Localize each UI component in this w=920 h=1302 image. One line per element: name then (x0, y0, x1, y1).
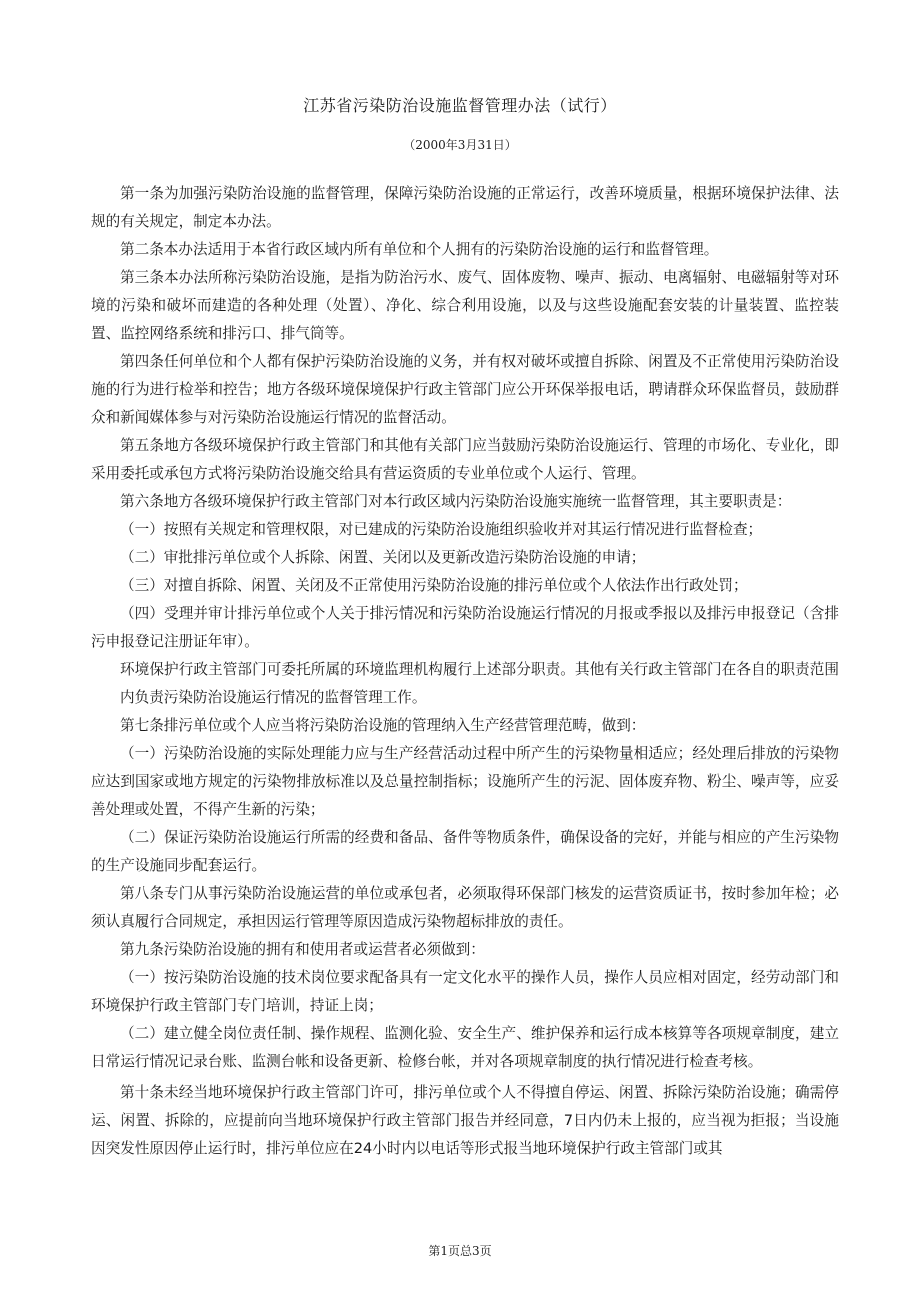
paragraph-article-3: 第三条本办法所称污染防治设施，是指为防治污水、废气、固体废物、噪声、振动、电离辐射、电磁辐射等对环境的污染和破坏而建造的各种处理（处置）、净化、综合利用设施，以及与这些设施配套安装的计量装置、监控装置、监控网络系统和排污口、排气筒等。 (91, 269, 839, 342)
paragraph-article-6-item-2: （二）审批排污单位或个人拆除、闲置、关闭以及更新改造污染防治设施的申请； (120, 549, 646, 566)
paragraph-article-8: 第八条专门从事污染防治设施运营的单位或承包者，必须取得环保部门核发的运营资质证书，按时参加年检；必须认真履行合同规定，承担因运行管理等原因造成污染物超标排放的责任。 (91, 885, 839, 930)
document-date: （2000年3月31日） (403, 138, 517, 152)
paragraph-article-9-item-1: （一）按污染防治设施的技术岗位要求配备具有一定文化水平的操作人员，操作人员应相对固定，经劳动部门和环境保护行政主管部门专门培训，持证上岗； (91, 969, 839, 1014)
paragraph-article-5: 第五条地方各级环境保护行政主管部门和其他有关部门应当鼓励污染防治设施运行、管理的市场化、专业化，即采用委托或承包方式将污染防治设施交给具有营运资质的专业单位或个人运行、管理。 (91, 437, 839, 482)
document-body (91, 180, 839, 1163)
paragraph-article-6-item-4: （四）受理并审计排污单位或个人关于排污情况和污染防治设施运行情况的月报或季报以及排污申报登记（含排污申报登记注册证年审）。 (91, 605, 839, 650)
paragraph-article-9-item-2: （二）建立健全岗位责任制、操作规程、监测化验、安全生产、维护保养和运行成本核算等各项规章制度，建立日常运行情况记录台账、监测台帐和设备更新、检修台帐，并对各项规章制度的执行情况进行检查考核。 (91, 1025, 839, 1070)
paragraph-article-6-item-3: （三）对擅自拆除、闲置、关闭及不正常使用污染防治设施的排污单位或个人依法作出行政处罚； (120, 577, 748, 594)
paragraph-article-9: 第九条污染防治设施的拥有和使用者或运营者必须做到： (120, 941, 485, 958)
paragraph-article-7-item-1: （一）污染防治设施的实际处理能力应与生产经营活动过程中所产生的污染物量相适应；经处理后排放的污染物应达到国家或地方规定的污染物排放标准以及总量控制指标；设施所产生的污泥、固体废弃物、粉尘、噪声等，应妥善处理或处置，不得产生新的污染； (91, 745, 839, 818)
paragraph-article-7: 第七条排污单位或个人应当将污染防治设施的管理纳入生产经营管理范畴，做到： (120, 717, 646, 734)
paragraph-article-2: 第二条本办法适用于本省行政区域内所有单位和个人拥有的污染防治设施的运行和监督管理。 (120, 241, 719, 258)
paragraph-delegation-note: 环境保护行政主管部门可委托所属的环境监理机构履行上述部分职责。其他有关行政主管部门在各自的职责范围内负责污染防治设施运行情况的监督管理工作。 (120, 661, 839, 706)
page-number-footer: 第1页总3页 (428, 1244, 492, 1258)
paragraph-article-7-item-2: （二）保证污染防治设施运行所需的经费和备品、备件等物质条件，确保设备的完好，并能与相应的产生污染物的生产设施同步配套运行。 (91, 829, 839, 874)
paragraph-article-1: 第一条为加强污染防治设施的监督管理，保障污染防治设施的正常运行，改善环境质量，根据环境保护法律、法规的有关规定，制定本办法。 (91, 185, 839, 230)
document-title: 江苏省污染防治设施监督管理办法（试行） (303, 96, 617, 115)
paragraph-article-6: 第六条地方各级环境保护行政主管部门对本行政区域内污染防治设施实施统一监督管理，其主要职责是： (120, 493, 792, 510)
paragraph-article-4: 第四条任何单位和个人都有保护污染防治设施的义务，并有权对破坏或擅自拆除、闲置及不正常使用污染防治设施的行为进行检举和控告；地方各级环境保境保护行政主管部门应公开环保举报电话，聘请群众环保监督员，鼓励群众和新闻媒体参与对污染防治设施运行情况的监督活动。 (91, 353, 839, 426)
paragraph-article-6-item-1: （一）按照有关规定和管理权限，对已建成的污染防治设施组织验收并对其运行情况进行监督检查； (120, 521, 763, 538)
paragraph-article-10: 第十条未经当地环境保护行政主管部门许可，排污单位或个人不得擅自停运、闲置、拆除污染防治设施；确需停运、闲置、拆除的，应提前向当地环境保护行政主管部门报告并经同意，7日内仍未上报的，应当视为拒报；当设施因突发性原因停止运行时，排污单位应在24小时内以电话等形式报当地环境保护行政主管部门或其 (91, 1084, 839, 1157)
